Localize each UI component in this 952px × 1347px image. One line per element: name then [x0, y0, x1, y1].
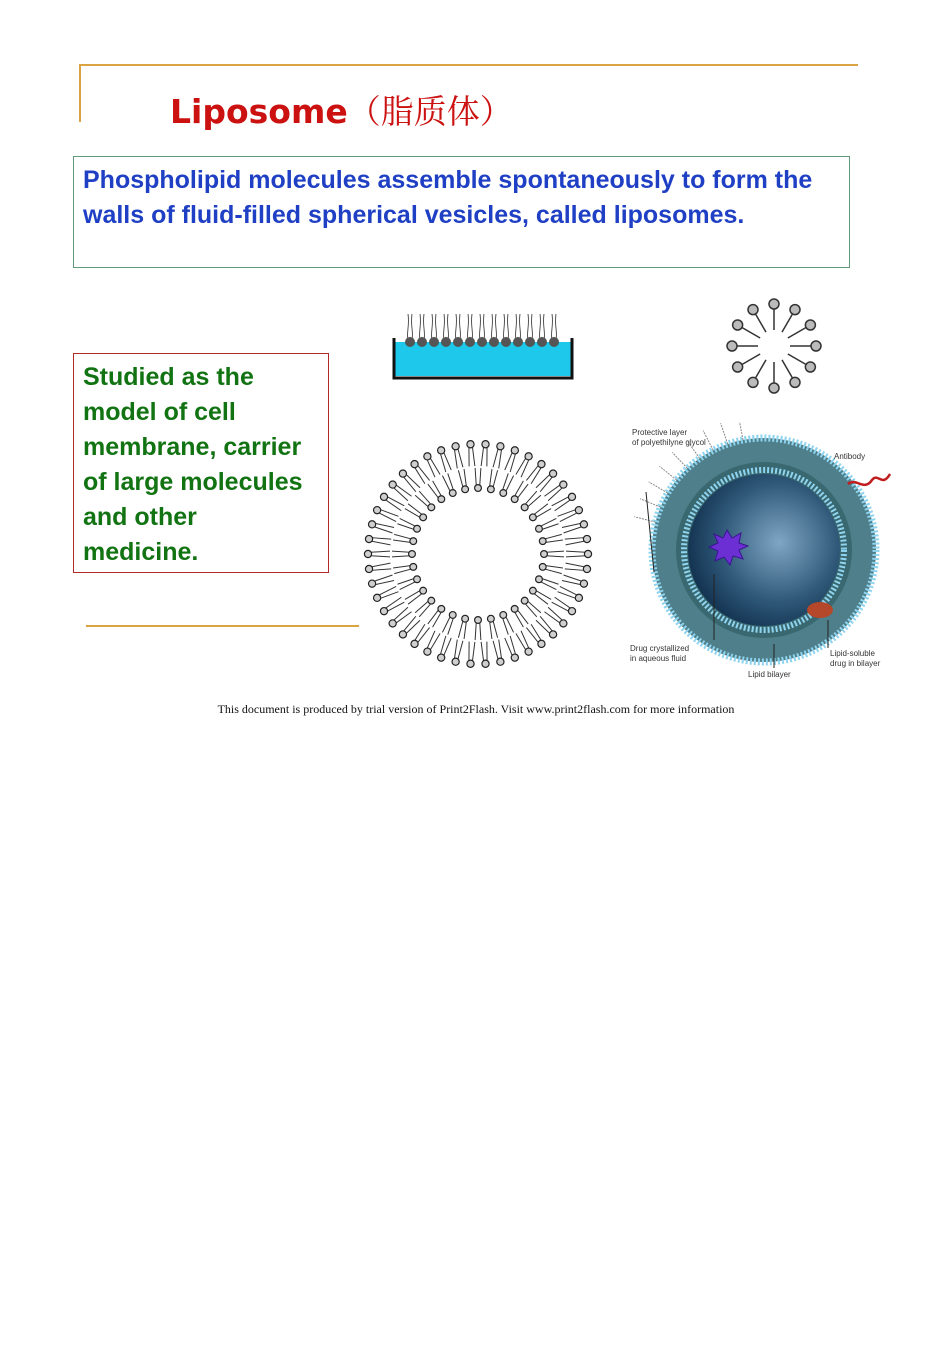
- lipid-tail: [467, 314, 472, 340]
- peg-chain: [649, 482, 668, 493]
- lipid-head: [410, 538, 417, 545]
- lipid-soluble-label: Lipid-soluble drug in bilayer: [830, 649, 881, 668]
- uses-box: [73, 353, 329, 573]
- lipid-head: [513, 337, 523, 347]
- lipid-head: [733, 320, 743, 330]
- divider-rule: [86, 625, 359, 627]
- peg-chain: [640, 499, 660, 507]
- lipid-head: [583, 565, 590, 572]
- water-surface: [394, 342, 572, 376]
- lipid-head: [410, 563, 417, 570]
- lipid-head: [769, 299, 779, 309]
- peg-chain: [634, 517, 655, 522]
- lipid-head: [521, 504, 528, 511]
- lipid-head: [465, 337, 475, 347]
- lipid-head: [365, 535, 372, 542]
- lipid-head: [575, 507, 582, 514]
- lipid-head: [769, 383, 779, 393]
- lipid-head: [529, 514, 536, 521]
- antibody-label: Antibody: [834, 452, 866, 461]
- bilayer-molecules: [364, 441, 591, 668]
- lipid-head: [380, 608, 387, 615]
- lipid-head: [500, 490, 507, 497]
- lipid-head: [462, 486, 469, 493]
- lipid-head: [428, 504, 435, 511]
- peg-label: Protective layer of polyethilyne glycol: [632, 428, 706, 447]
- lipid-head: [411, 640, 418, 647]
- lipid-head: [549, 337, 559, 347]
- peg-chain: [659, 466, 676, 480]
- lipid-head: [429, 337, 439, 347]
- drug-fluid-label: Drug crystallized in aqueous fluid: [630, 644, 690, 663]
- lipid-head: [525, 648, 532, 655]
- lipid-head: [497, 443, 504, 450]
- lipid-head: [467, 660, 474, 667]
- lipid-head: [389, 481, 396, 488]
- lipid-tail: [419, 314, 424, 340]
- liposome-bilayer-illustration: [360, 436, 596, 672]
- lipid-tail: [479, 314, 484, 340]
- lipid-head: [438, 447, 445, 454]
- lipid-head: [536, 525, 543, 532]
- lipid-head: [584, 550, 591, 557]
- lipid-head: [452, 443, 459, 450]
- lipid-head: [521, 597, 528, 604]
- drug-delivery-liposome-illustration: [624, 422, 894, 684]
- lipid-head: [453, 337, 463, 347]
- lipid-head: [482, 660, 489, 667]
- lipid-head: [438, 605, 445, 612]
- lipid-head: [449, 490, 456, 497]
- lipid-head: [529, 587, 536, 594]
- lipid-head: [475, 617, 482, 624]
- lipid-head: [538, 461, 545, 468]
- lipid-head: [811, 341, 821, 351]
- lipid-bilayer-label: Lipid bilayer: [748, 670, 791, 679]
- lipid-head: [539, 538, 546, 545]
- lipid-head: [368, 580, 375, 587]
- lipid-head: [525, 453, 532, 460]
- lipid-tail: [443, 314, 448, 340]
- lipid-head: [511, 605, 518, 612]
- lipid-head: [380, 493, 387, 500]
- lipid-head: [405, 337, 415, 347]
- lipid-head: [452, 658, 459, 665]
- lipid-head: [733, 362, 743, 372]
- lipid-head: [420, 587, 427, 594]
- lipid-head: [805, 320, 815, 330]
- slide-title-latin: Liposome: [170, 92, 348, 131]
- slide-frame-left-rule: [79, 64, 81, 122]
- lipid-head: [549, 631, 556, 638]
- slide-title-chinese: （脂质体）: [347, 92, 513, 131]
- lipid-head: [399, 631, 406, 638]
- lipid-head: [414, 525, 421, 532]
- lipid-head: [441, 337, 451, 347]
- footer-notice: This document is produced by trial version of Print2Flash. Visit www.print2flash.com for more information: [217, 702, 735, 716]
- lipid-head: [511, 654, 518, 661]
- lipid-head: [539, 563, 546, 570]
- definition-box: [73, 156, 850, 268]
- lipid-head: [549, 470, 556, 477]
- lipid-head: [364, 550, 371, 557]
- lipid-head: [560, 481, 567, 488]
- lipid-head: [497, 658, 504, 665]
- lipid-head: [428, 597, 435, 604]
- lipid-head: [805, 362, 815, 372]
- lipid-head: [438, 654, 445, 661]
- lipid-head: [560, 620, 567, 627]
- lipid-head: [438, 496, 445, 503]
- lipid-head: [727, 341, 737, 351]
- lipid-tail: [527, 314, 532, 340]
- lipid-head: [389, 620, 396, 627]
- monolayer-on-water-illustration: [386, 302, 586, 392]
- lipid-head: [487, 615, 494, 622]
- micelle-molecules: [727, 299, 821, 393]
- lipid-head: [568, 608, 575, 615]
- lipid-head: [511, 447, 518, 454]
- lipid-head: [487, 486, 494, 493]
- lipid-head: [409, 551, 416, 558]
- lipid-head: [467, 441, 474, 448]
- lipid-head: [411, 461, 418, 468]
- lipid-tail: [539, 314, 544, 340]
- lipid-head: [475, 485, 482, 492]
- lipid-head: [575, 594, 582, 601]
- slide-title: [170, 86, 513, 133]
- lipid-tail: [491, 314, 496, 340]
- lipid-head: [424, 648, 431, 655]
- lipid-head: [525, 337, 535, 347]
- lipid-head: [462, 615, 469, 622]
- lipid-head: [500, 612, 507, 619]
- lipid-head: [417, 337, 427, 347]
- lipid-head: [511, 496, 518, 503]
- slide-frame-top-rule: [79, 64, 858, 66]
- lipid-head: [790, 377, 800, 387]
- lipid-head: [477, 337, 487, 347]
- peg-chain: [672, 452, 687, 468]
- lipid-head: [568, 493, 575, 500]
- micelle-illustration: [718, 294, 830, 398]
- lipid-head: [790, 305, 800, 315]
- lipid-head: [583, 535, 590, 542]
- lipid-head: [501, 337, 511, 347]
- uses-text: Studied as the model of cell membrane, carrier of large molecules and other medicine.: [83, 363, 303, 566]
- lipid-head: [489, 337, 499, 347]
- lipid-head: [537, 337, 547, 347]
- peg-chain: [721, 423, 728, 444]
- lipid-soluble-drug: [807, 602, 833, 618]
- lipid-head: [748, 305, 758, 315]
- lipid-tail: [431, 314, 436, 340]
- lipid-head: [449, 612, 456, 619]
- lipid-head: [580, 521, 587, 528]
- lipid-head: [748, 377, 758, 387]
- lipid-head: [536, 576, 543, 583]
- lipid-head: [365, 565, 372, 572]
- lipid-head: [399, 470, 406, 477]
- lipid-tail: [455, 314, 460, 340]
- lipid-head: [414, 576, 421, 583]
- lipid-tail: [503, 314, 508, 340]
- lipid-head: [374, 594, 381, 601]
- lipid-tail: [515, 314, 520, 340]
- lipid-head: [580, 580, 587, 587]
- lipid-head: [541, 551, 548, 558]
- lipid-head: [538, 640, 545, 647]
- lipid-head: [420, 514, 427, 521]
- lipid-head: [374, 507, 381, 514]
- lipid-head: [482, 441, 489, 448]
- lipid-head: [424, 453, 431, 460]
- lipid-tail: [407, 314, 412, 340]
- lipid-tail: [551, 314, 556, 340]
- definition-text: Phospholipid molecules assemble spontaneously to form the walls of fluid-filled spherical vesicles, called liposomes.: [83, 166, 813, 229]
- lipid-head: [368, 521, 375, 528]
